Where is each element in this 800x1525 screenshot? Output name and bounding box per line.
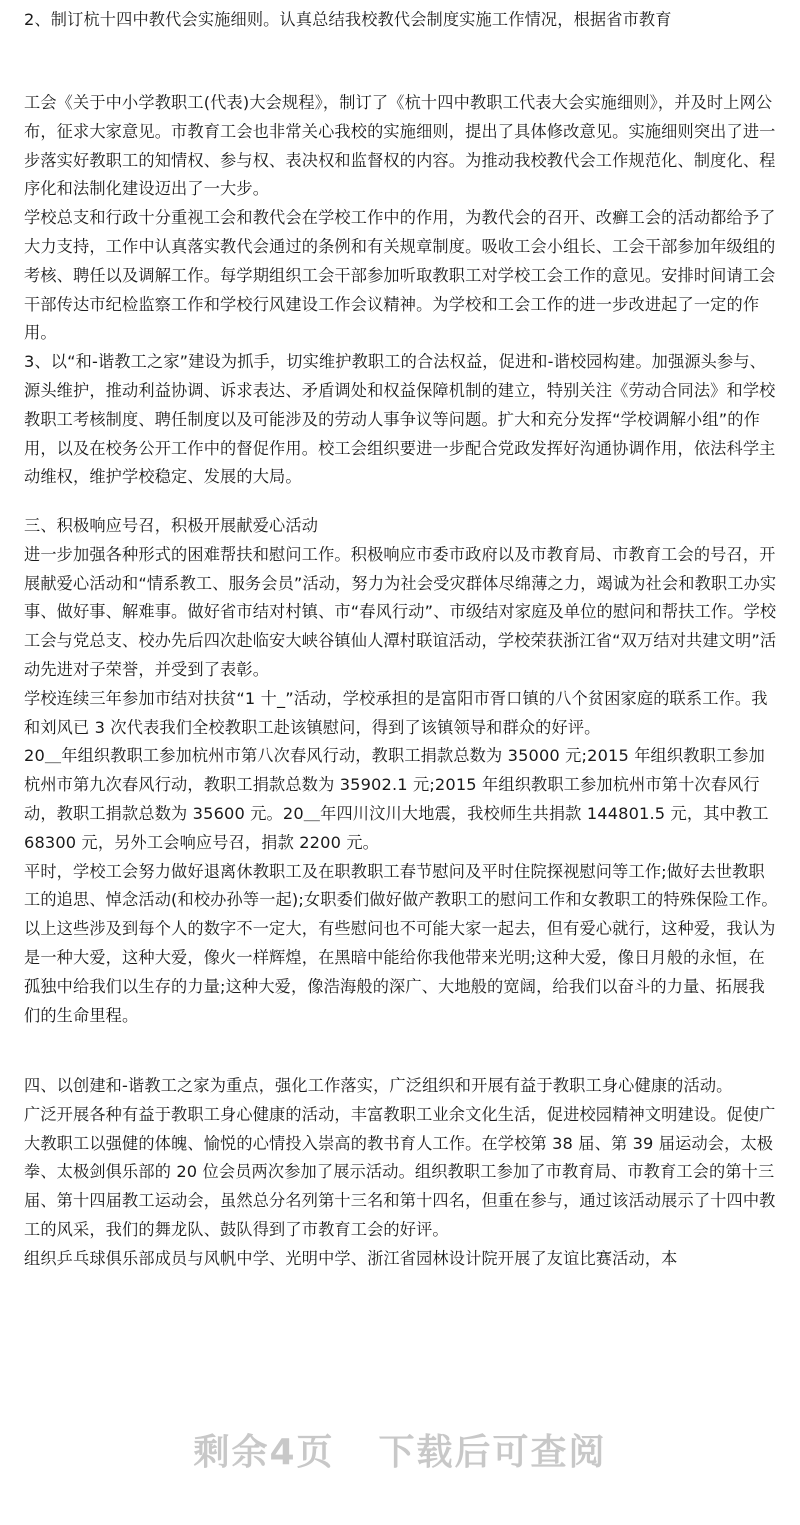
paragraph: 组织乒乓球俱乐部成员与风帆中学、光明中学、浙江省园林设计院开展了友谊比赛活动，本 [24, 1248, 678, 1268]
paragraph: 3、以“和-谐教工之家”建设为抓手，切实维护教职工的合法权益，促进和-谐校园构建。加强源头参与、源头维护，推动利益协调、诉求表达、矛盾调处和权益保障机制的建立，特别关注《劳动合同法》和学校教职工考核制度、聘任制度以及可能涉及的劳动人事争议等问题。扩大和充分发挥“学校调解小组”的作用，以及在校务公开工作中的督促作用。校工会组织要进一步配合党政发挥好沟通协调作用，依法科学主动维权，维护学校稳定、发展的大局。 [24, 352, 776, 487]
section-block-teacher-congress [24, 89, 778, 492]
paragraph: 工会《关于中小学教职工(代表)大会规程》，制订了《杭十四中教职工代表大会实施细则》，并及时上网公布，征求大家意见。市教育工会也非常关心我校的实施细则，提出了具体修改意见。实施细则突出了进一步落实好教职工的知情权、参与权、表决权和监督权的内容。为推动我校教代会工作规范化、制度化、程序化和法制化建设迈出了一大步。 [24, 93, 776, 199]
remaining-pages-label: 剩余4页 [193, 1432, 335, 1473]
paragraph: 以上这些涉及到每个人的数字不一定大，有些慰问也不可能大家一起去，但有爱心就行，这种爱，我认为是一种大爱，这种大爱，像火一样辉煌，在黑暗中能给你我他带来光明;这种大爱，像日月般的永恒，在孤独中给我们以生存的力量;这种大爱，像浩海般的深广、大地般的宽阔，给我们以奋斗的力量、拓展我们的生命里程。 [24, 919, 776, 1025]
paragraph: 学校连续三年参加市结对扶贫“1 十_”活动，学校承担的是富阳市胥口镇的八个贫困家庭的联系工作。我和刘风已 3 次代表我们全校教职工赴该镇慰问，得到了该镇领导和群众的好评。 [24, 688, 768, 737]
cut-off-text [24, 0, 134, 1]
paragraph: 进一步加强各种形式的困难帮扶和慰问工作。积极响应市委市政府以及市教育局、市教育工会的号召，开展献爱心活动和“情系教工、服务会员”活动，努力为社会受灾群体尽绵薄之力，竭诚为社会和教职工办实事、做好事、解难事。做好省市结对村镇、市“春风行动”、市级结对家庭及单位的慰问和帮扶工作。学校工会与党总支、校办先后四次赴临安大峡谷镇仙人潭村联谊活动，学校荣获浙江省“双万结对共建文明”活动先进对子荣誉，并受到了表彰。 [24, 544, 777, 679]
paragraph: 学校总支和行政十分重视工会和教代会在学校工作中的作用，为教代会的召开、改癣工会的活动都给予了大力支持，工作中认真落实教代会通过的条例和有关规章制度。吸收工会小组长、工会干部参加年级组的考核、聘任以及调解工作。每学期组织工会干部参加听取教职工对学校工会工作的意见。安排时间请工会干部传达市纪检监察工作和学校行风建设工作会议精神。为学校和工会工作的进一步改进起了一定的作用。 [24, 208, 776, 343]
paragraph: 20＿年组织教职工参加杭州市第八次春风行动，教职工捐款总数为 35000 元;2015 年组织教职工参加杭州市第九次春风行动，教职工捐款总数为 35902.1 元;2015 年组织教职工参加杭州市第十次春风行动，教职工捐款总数为 35600 元。20＿年四川汶川大地震，我校师生共捐款 144801.5 元，其中教工 68300 元，另外工会响应号召，捐款 2200 元。 [24, 746, 769, 852]
paragraph: 广泛开展各种有益于教职工身心健康的活动，丰富教职工业余文化生活，促进校园精神文明建设。促使广大教职工以强健的体魄、愉悦的心情投入崇高的教书育人工作。在学校第 38 届、第 39 届运动会，太极拳、太极剑俱乐部的 20 位会员两次参加了展示活动。组织教职工参加了市教育局、市教育工会的第十三届、第十四届教工运动会，虽然总分名列第十三名和第十四名，但重在参与，通过该活动展示了十四中教工的风采，我们的舞龙队、鼓队得到了市教育工会的好评。 [24, 1104, 776, 1239]
section-block-activities [24, 1072, 778, 1274]
paragraph: 2、制订杭十四中教代会实施细则。认真总结我校教代会制度实施工作情况，根据省市教育 [24, 10, 672, 29]
section-block-charity [24, 512, 778, 1030]
download-prompt-button[interactable] [0, 1424, 800, 1475]
section-heading: 三、积极响应号召，积极开展献爱心活动 [24, 516, 319, 535]
download-to-view-label: 下载后可查阅 [378, 1432, 607, 1473]
section-block-intro [24, 6, 778, 35]
paragraph: 平时，学校工会努力做好退离休教职工及在职教职工春节慰问及平时住院探视慰问等工作;做好去世教职工的追思、悼念活动(和校办孙等一起);女职委们做好做产教职工的慰问工作和女教职工的特殊保险工作。 [24, 861, 778, 910]
section-heading: 四、以创建和-谐教工之家为重点，强化工作落实，广泛组织和开展有益于教职工身心健康的活动。 [24, 1076, 733, 1095]
cut-off-previous-line [24, 0, 134, 1]
